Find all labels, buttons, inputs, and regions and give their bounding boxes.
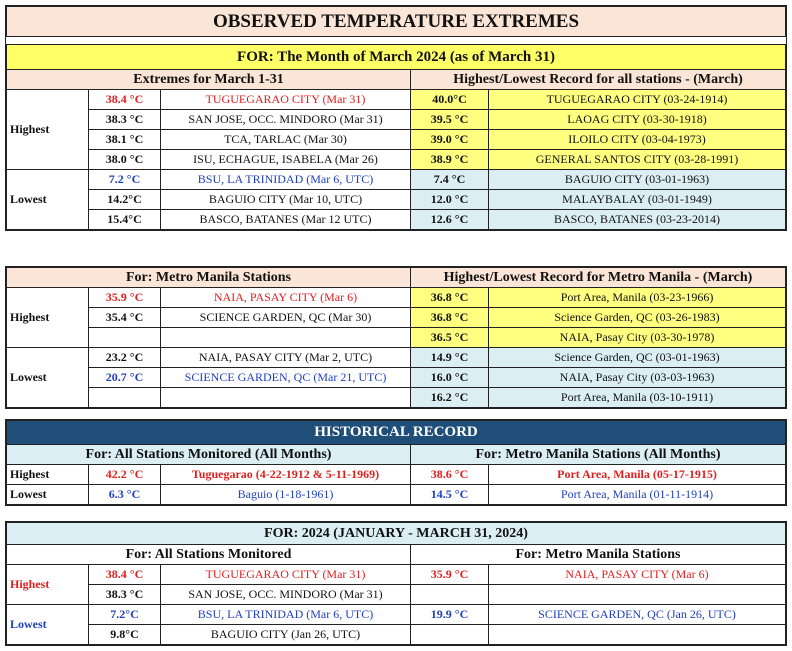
record-station: Port Area, Manila (05-17-1915)	[489, 465, 786, 485]
record-temp: 36.8 °C	[411, 308, 489, 328]
highest-label: Highest	[7, 465, 89, 485]
record-temp: 38.9 °C	[411, 150, 489, 170]
record-station: NAIA, PASAY CITY (Mar 6)	[489, 565, 786, 585]
record-station: TUGUEGARAO CITY (03-24-1914)	[489, 90, 786, 110]
record-station: BAGUIO CITY (03-01-1963)	[489, 170, 786, 190]
temp-value: 38.3 °C	[89, 110, 161, 130]
lowest-label: Lowest	[7, 348, 89, 408]
record-station: SCIENCE GARDEN, QC (Jan 26, UTC)	[489, 605, 786, 625]
highest-label: Highest	[7, 90, 89, 170]
highest-label: Highest	[7, 565, 89, 605]
record-temp: 16.0 °C	[411, 368, 489, 388]
station-name: SAN JOSE, OCC. MINDORO (Mar 31)	[161, 585, 411, 605]
ytd-all-header: For: All Stations Monitored	[7, 545, 411, 565]
temp-value: 35.4 °C	[89, 308, 161, 328]
temp-value: 7.2°C	[89, 605, 161, 625]
month-period-title: FOR: The Month of March 2024 (as of March 31)	[7, 45, 786, 70]
station-name: BASCO, BATANES (Mar 12 UTC)	[161, 210, 411, 230]
record-station: GENERAL SANTOS CITY (03-28-1991)	[489, 150, 786, 170]
temp-value: 14.2°C	[89, 190, 161, 210]
temp-value: 38.4 °C	[89, 565, 161, 585]
record-temp: 14.5 °C	[411, 485, 489, 505]
record-station: ILOILO CITY (03-04-1973)	[489, 130, 786, 150]
historical-metro-header: For: Metro Manila Stations (All Months)	[411, 445, 786, 465]
record-temp: 39.0 °C	[411, 130, 489, 150]
extremes-header: Extremes for March 1-31	[7, 70, 411, 90]
historical-record-panel	[5, 419, 787, 506]
lowest-label: Lowest	[7, 170, 89, 230]
ytd-title: FOR: 2024 (JANUARY - MARCH 31, 2024)	[7, 523, 786, 545]
station-name: ISU, ECHAGUE, ISABELA (Mar 26)	[161, 150, 411, 170]
record-temp: 40.0°C	[411, 90, 489, 110]
record-temp	[411, 585, 489, 605]
lowest-label: Lowest	[7, 485, 89, 505]
records-header: Highest/Lowest Record for all stations - (March)	[411, 70, 786, 90]
station-name: BAGUIO CITY (Mar 10, UTC)	[161, 190, 411, 210]
record-station: Science Garden, QC (03-26-1983)	[489, 308, 786, 328]
record-station: Science Garden, QC (03-01-1963)	[489, 348, 786, 368]
record-temp: 39.5 °C	[411, 110, 489, 130]
record-temp: 12.6 °C	[411, 210, 489, 230]
temp-value: 35.9 °C	[89, 288, 161, 308]
historical-all-header: For: All Stations Monitored (All Months)	[7, 445, 411, 465]
highest-label: Highest	[7, 288, 89, 348]
record-station: Port Area, Manila (03-23-1966)	[489, 288, 786, 308]
record-temp: 12.0 °C	[411, 190, 489, 210]
record-station	[489, 585, 786, 605]
station-name	[161, 328, 411, 348]
record-temp: 19.9 °C	[411, 605, 489, 625]
temp-value: 9.8°C	[89, 625, 161, 645]
station-name: Tuguegarao (4-22-1912 & 5-11-1969)	[161, 465, 411, 485]
monthly-extremes-panel	[5, 5, 787, 231]
record-station: Port Area, Manila (03-10-1911)	[489, 388, 786, 408]
historical-title: HISTORICAL RECORD	[7, 421, 786, 445]
temp-value: 20.7 °C	[89, 368, 161, 388]
ytd-metro-header: For: Metro Manila Stations	[411, 545, 786, 565]
record-station: NAIA, Pasay City (03-30-1978)	[489, 328, 786, 348]
record-station	[489, 625, 786, 645]
record-temp: 16.2 °C	[411, 388, 489, 408]
temp-value: 38.4 °C	[89, 90, 161, 110]
record-temp: 36.8 °C	[411, 288, 489, 308]
temp-value: 7.2 °C	[89, 170, 161, 190]
temp-value: 38.3 °C	[89, 585, 161, 605]
station-name: TUGUEGARAO CITY (Mar 31)	[161, 90, 411, 110]
temp-value: 42.2 °C	[89, 465, 161, 485]
station-name: SCIENCE GARDEN, QC (Mar 30)	[161, 308, 411, 328]
temp-value: 6.3 °C	[89, 485, 161, 505]
metro-manila-panel	[5, 266, 787, 409]
temp-value: 38.0 °C	[89, 150, 161, 170]
station-name: Baguio (1-18-1961)	[161, 485, 411, 505]
record-temp	[411, 625, 489, 645]
station-name	[161, 388, 411, 408]
record-station: NAIA, Pasay City (03-03-1963)	[489, 368, 786, 388]
page-title: OBSERVED TEMPERATURE EXTREMES	[7, 7, 786, 37]
station-name: SAN JOSE, OCC. MINDORO (Mar 31)	[161, 110, 411, 130]
record-temp: 7.4 °C	[411, 170, 489, 190]
record-station: MALAYBALAY (03-01-1949)	[489, 190, 786, 210]
metro-header: For: Metro Manila Stations	[7, 268, 411, 288]
record-station: Port Area, Manila (01-11-1914)	[489, 485, 786, 505]
station-name: NAIA, PASAY CITY (Mar 2, UTC)	[161, 348, 411, 368]
metro-records-header: Highest/Lowest Record for Metro Manila - (March)	[411, 268, 786, 288]
temp-value	[89, 328, 161, 348]
record-station: BASCO, BATANES (03-23-2014)	[489, 210, 786, 230]
record-temp: 36.5 °C	[411, 328, 489, 348]
station-name: BSU, LA TRINIDAD (Mar 6, UTC)	[161, 170, 411, 190]
station-name: TUGUEGARAO CITY (Mar 31)	[161, 565, 411, 585]
record-station: LAOAG CITY (03-30-1918)	[489, 110, 786, 130]
record-temp: 14.9 °C	[411, 348, 489, 368]
station-name: SCIENCE GARDEN, QC (Mar 21, UTC)	[161, 368, 411, 388]
record-temp: 35.9 °C	[411, 565, 489, 585]
temp-value: 15.4°C	[89, 210, 161, 230]
lowest-label: Lowest	[7, 605, 89, 645]
station-name: NAIA, PASAY CITY (Mar 6)	[161, 288, 411, 308]
year-to-date-panel	[5, 521, 787, 646]
temp-value	[89, 388, 161, 408]
station-name: BAGUIO CITY (Jan 26, UTC)	[161, 625, 411, 645]
temp-value: 23.2 °C	[89, 348, 161, 368]
temp-value: 38.1 °C	[89, 130, 161, 150]
station-name: TCA, TARLAC (Mar 30)	[161, 130, 411, 150]
station-name: BSU, LA TRINIDAD (Mar 6, UTC)	[161, 605, 411, 625]
record-temp: 38.6 °C	[411, 465, 489, 485]
